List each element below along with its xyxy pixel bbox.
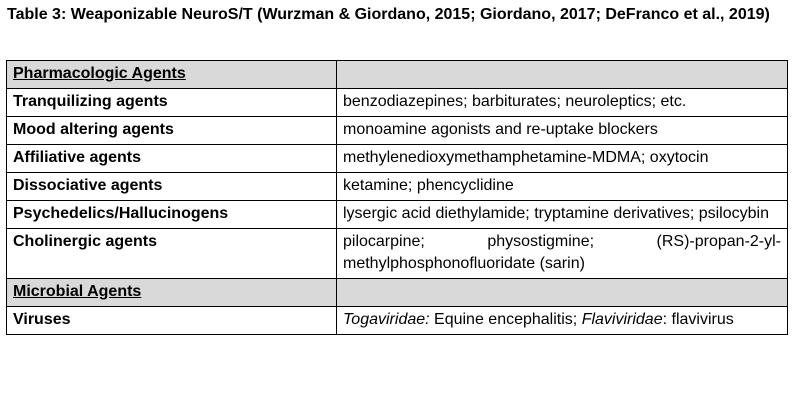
table-row (7, 201, 788, 229)
agent-name: Mood altering agents (7, 117, 337, 145)
agent-description: benzodiazepines; barbiturates; neuroleptics; etc. (337, 89, 788, 117)
section-header-microbial (7, 279, 788, 307)
agent-description: lysergic acid diethylamide; tryptamine derivatives; psilocybin (337, 201, 788, 229)
table-caption: Table 3: Weaponizable NeuroS/T (Wurzman & Giordano, 2015; Giordano, 2017; DeFranco et al., 2019) (7, 6, 770, 23)
agent-description: monoamine agonists and re-uptake blockers (337, 117, 788, 145)
agent-description: methylenedioxymethamphetamine-MDMA; oxytocin (337, 145, 788, 173)
table-row (7, 89, 788, 117)
agent-name: Affiliative agents (7, 145, 337, 173)
section-heading-cell (7, 279, 337, 307)
agent-name: Cholinergic agents (7, 229, 337, 279)
agent-name: Psychedelics/Hallucinogens (7, 201, 337, 229)
section-heading: Pharmacologic Agents (13, 65, 186, 82)
section-heading-cell (7, 61, 337, 89)
virus-family-text: Equine encephalitis; (429, 311, 582, 328)
agent-name: Dissociative agents (7, 173, 337, 201)
agent-name: Viruses (7, 307, 337, 335)
virus-family-togaviridae: Togaviridae: (343, 311, 430, 328)
section-empty-cell (337, 61, 788, 89)
section-empty-cell (337, 279, 788, 307)
table-row (7, 145, 788, 173)
table-row (7, 173, 788, 201)
agent-description: pilocarpine; physostigmine; (RS)-propan-2-yl-methylphosphonofluoridate (sarin) (337, 229, 788, 279)
virus-family-flaviviridae: Flaviviridae (581, 311, 663, 328)
section-header-pharmacologic (7, 61, 788, 89)
table-row (7, 229, 788, 279)
virus-family-text: : flavivirus (662, 311, 734, 328)
table-row (7, 307, 788, 335)
neuro-st-table (6, 60, 788, 335)
agent-description: ketamine; phencyclidine (337, 173, 788, 201)
section-heading: Microbial Agents (13, 283, 142, 300)
agent-description (337, 307, 788, 335)
table-row (7, 117, 788, 145)
agent-name: Tranquilizing agents (7, 89, 337, 117)
